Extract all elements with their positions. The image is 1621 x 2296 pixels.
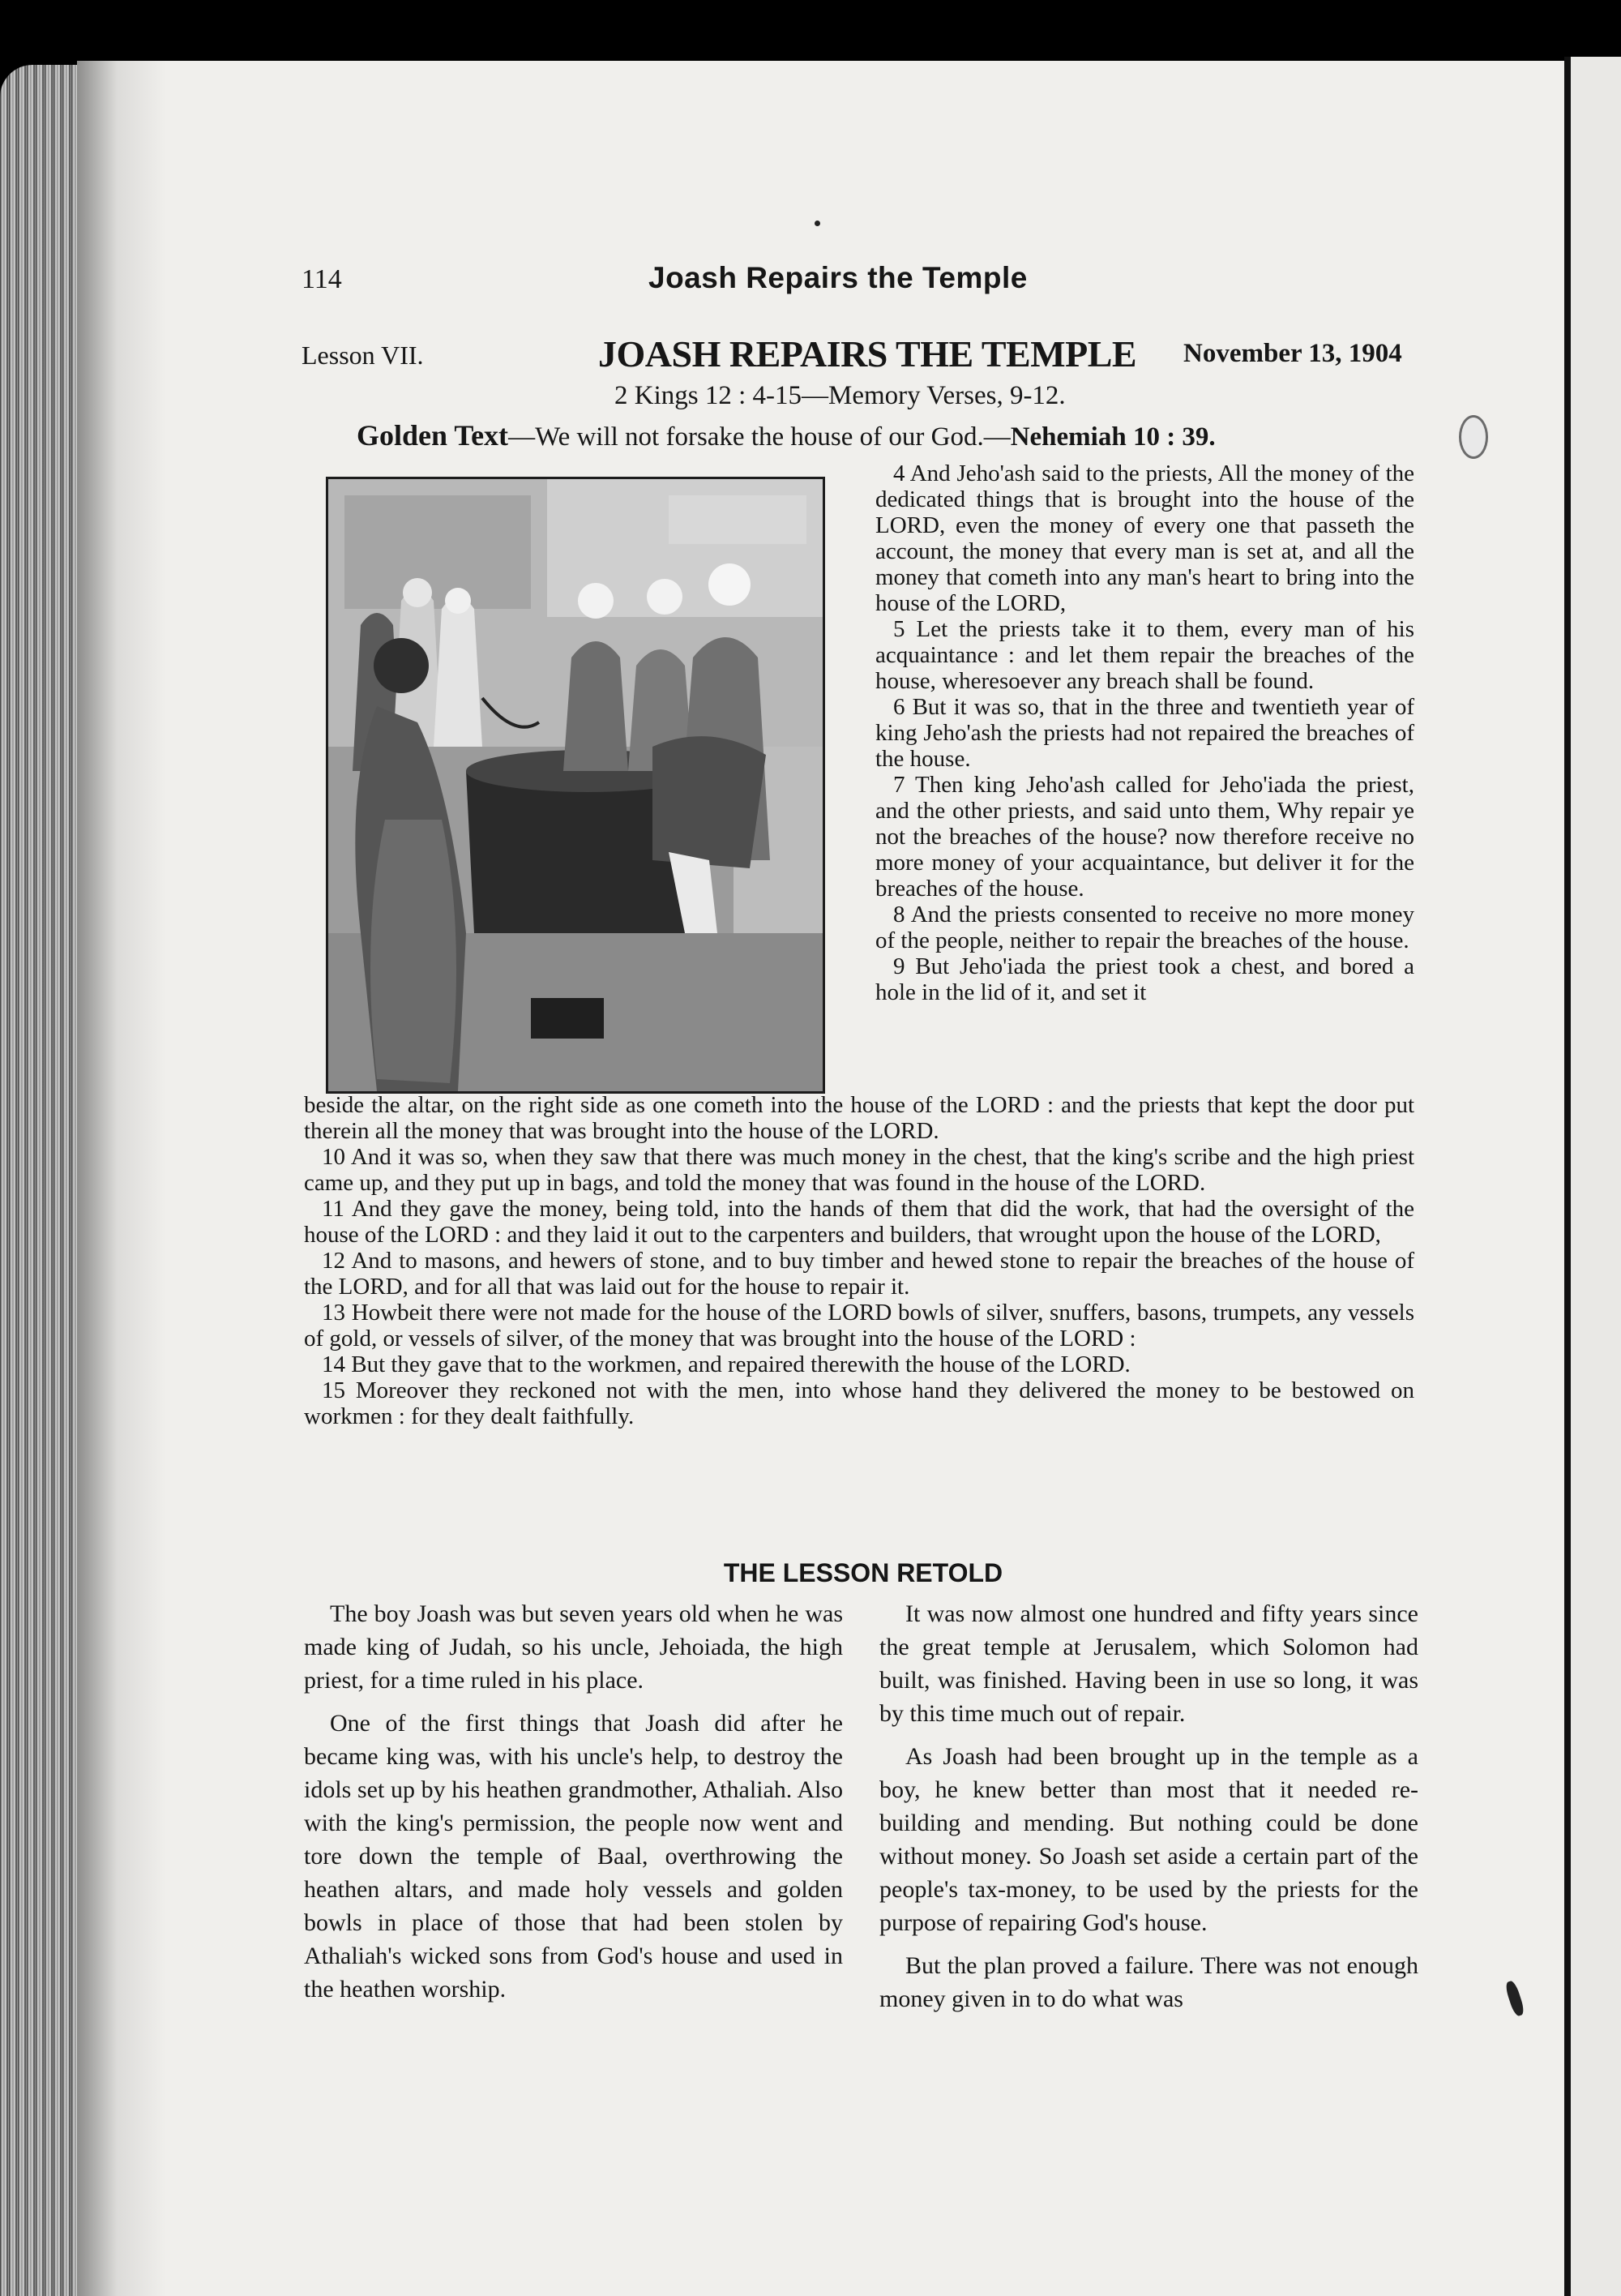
verse-15: 15 Moreover they reckoned not with the men, into whose hand they delivered the money to be bestowed on workmen : for they dealt faithfully. — [304, 1377, 1414, 1429]
illustration — [326, 477, 825, 1094]
retold-paragraph: It was now almost one hundred and fifty years since the great temple at Jerusalem, which Solomon had built, was finished. Having been in use so long, it was by this time much out of repair. — [879, 1600, 1418, 1727]
verse-12: 12 And to masons, and hewers of stone, and to buy timber and hewed stone to repair the breaches of the house of the LORD, and for all that was laid out for the house to repair it. — [304, 1248, 1414, 1300]
scripture-verses-right-column — [875, 460, 1414, 1005]
lesson-title: JOASH REPAIRS THE TEMPLE — [598, 333, 1137, 375]
verse-4: 4 And Jeho'ash said to the priests, All the money of the dedicated things that is brought into the house of the LORD, even the money of every one that passeth the account, the money that every man is set at, and all the money that cometh into any man's heart to bring into the house of the LORD, — [875, 460, 1414, 616]
verse-8: 8 And the priests consented to receive no more money of the people, neither to repair the breaches of the house. — [875, 902, 1414, 953]
lesson-date: November 13, 1904 — [1183, 339, 1402, 368]
verse-9-end: beside the altar, on the right side as one cometh into the house of the LORD : and the priests that kept the door put therein all the money that was brought into the house of the LORD. — [304, 1092, 1414, 1144]
verse-11: 11 And they gave the money, being told, into the hands of them that did the work, that had the oversight of the house of the LORD : and they laid it out to the carpenters and builders, that wrought upon the house of the LORD, — [304, 1196, 1414, 1248]
retold-paragraph: One of the first things that Joash did after he became king was, with his uncle's help, to destroy the idols set up by his heathen grandmother, Athaliah. Also with the king's permission, the people now went and tore down the temple of Baal, overthrowing the heathen altars, and made holy vessels and golden bowls in place of those that had been stolen by Athaliah's wicked sons from God's house and used in the heathen worship. — [304, 1710, 843, 2003]
verse-13: 13 Howbeit there were not made for the house of the LORD bowls of silver, snuffers, basons, trumpets, any vessels of gold, or vessels of silver, of the money that was brought into the house of the LORD : — [304, 1300, 1414, 1351]
verse-7: 7 Then king Jeho'ash called for Jeho'iada the priest, and the other priests, and said unto them, Why repair ye not the breaches of the house? now therefore receive no more money of your acquaintance, but deliver it for the breaches of the house. — [875, 772, 1414, 902]
retold-right-column — [879, 1597, 1418, 2015]
golden-text — [357, 418, 1216, 452]
retold-paragraph: The boy Joash was but seven years old when he was made king of Judah, so his uncle, Jehoiada, the high priest, for a time ruled in his place. — [304, 1600, 843, 1694]
lesson-retold-heading: THE LESSON RETOLD — [723, 1558, 1003, 1587]
verse-9-start: 9 But Jeho'iada the priest took a chest, and bored a hole in the lid of it, and set it — [875, 953, 1414, 1005]
gutter-shadow — [77, 61, 166, 2296]
verse-5: 5 Let the priests take it to them, every man of his acquaintance : and let them repair the breaches of the house, wheresoever any breach shall be found. — [875, 616, 1414, 694]
scripture-verses-full-width — [304, 1092, 1414, 1429]
page-gap — [1564, 57, 1571, 2296]
verse-14: 14 But they gave that to the workmen, and repaired therewith the house of the LORD. — [322, 1351, 1131, 1377]
retold-paragraph: As Joash had been brought up in the temple as a boy, he knew better than most that it needed re-building and mending. But nothing could be done without money. So Joash set aside a certain part of the people's tax-money, to be used by the priests for the purpose of repairing God's house. — [879, 1743, 1418, 1936]
golden-text-quote: —We will not forsake the house of our God.— — [508, 422, 1011, 452]
verse-10: 10 And it was so, when they saw that there was much money in the chest, that the king's scribe and the high priest came up, and they put up in bags, and told the money that was found in the house of the LORD. — [304, 1144, 1414, 1196]
temple-chest-illustration — [328, 479, 823, 1091]
scan-artifact — [1459, 415, 1488, 459]
verse-6: 6 But it was so, that in the three and twentieth year of king Jeho'ash the priests had not repaired the breaches of the house. — [875, 694, 1414, 772]
scripture-reference: 2 Kings 12 : 4-15—Memory Verses, 9-12. — [614, 381, 1066, 410]
facing-page — [1571, 57, 1621, 2296]
retold-left-column — [304, 1597, 843, 2006]
running-head: Joash Repairs the Temple — [648, 261, 1028, 294]
retold-paragraph: But the plan proved a failure. There was not enough money given in to do what was — [879, 1952, 1418, 2012]
page-number: 114 — [302, 264, 342, 294]
golden-text-label: Golden Text — [357, 419, 509, 452]
print-speck — [815, 221, 820, 226]
golden-text-citation: Nehemiah 10 : 39. — [1010, 422, 1216, 452]
lesson-number: Lesson VII. — [302, 341, 424, 370]
